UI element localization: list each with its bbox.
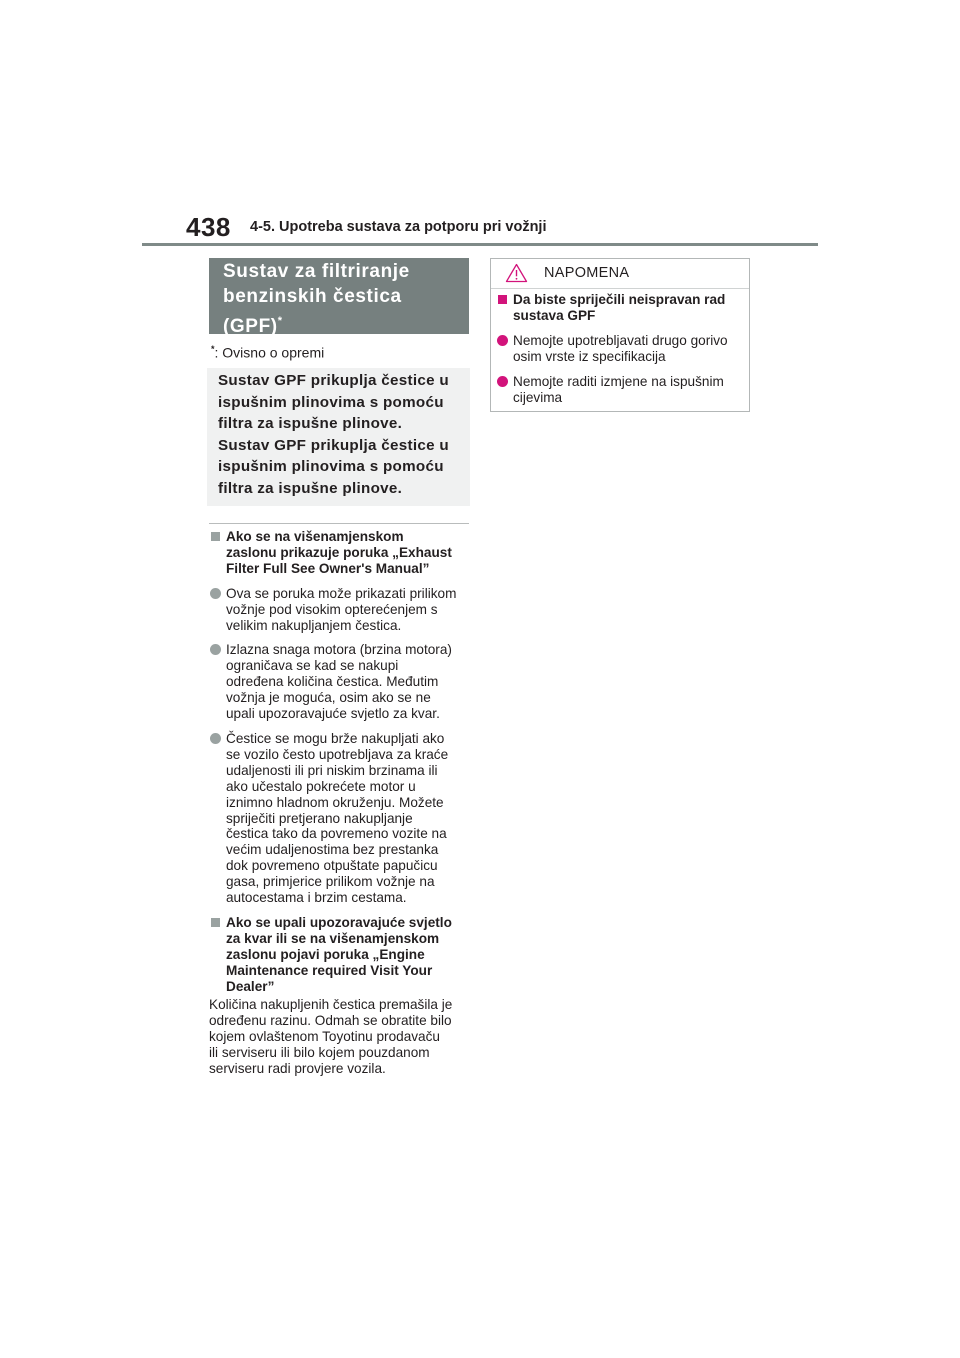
- bullet-line: Nemojte upotrebljavati drugo gorivo: [513, 332, 728, 348]
- notice-heading: [496, 292, 746, 324]
- intro-line: filtra za ispušne plinove.: [218, 415, 403, 433]
- heading-line: za kvar ili se na višenamjenskom: [226, 930, 440, 946]
- bullet-line: Čestice se mogu brže nakupljati ako: [226, 730, 445, 746]
- bullet-line: velikim nakupljanjem čestica.: [226, 617, 402, 633]
- heading-line: Ako se na višenamjenskom: [226, 529, 404, 544]
- heading-line: sustava GPF: [513, 307, 596, 323]
- topic1-heading: [209, 529, 471, 577]
- intro-line: filtra za ispušne plinove.: [218, 479, 403, 497]
- heading-line: Da biste spriječili neispravan rad: [513, 292, 726, 307]
- topic1-bullet-2: [209, 642, 471, 722]
- bullet-line: autocestama i brzim cestama.: [226, 890, 407, 906]
- circle-bullet-icon: [497, 335, 508, 346]
- bullet-line: Nemojte raditi izmjene na ispušnim: [513, 373, 724, 389]
- section-title-line-2: benzinskih čestica: [223, 285, 402, 307]
- heading-line: Maintenance required Visit Your: [226, 962, 433, 978]
- notice-box: [490, 258, 750, 412]
- intro-line: Sustav GPF prikuplja čestice u: [218, 436, 449, 454]
- bullet-line: iznimno hladnom okruženju. Možete: [226, 794, 444, 810]
- topic1-bullet-3: [209, 731, 471, 906]
- topic2-heading: [209, 915, 471, 995]
- page-number: 438: [186, 212, 231, 242]
- main-column: [209, 529, 471, 1077]
- intro-box: [207, 368, 470, 506]
- heading-line: zaslonu prikazuje poruka „Exhaust: [226, 544, 452, 560]
- footnote: [211, 344, 324, 361]
- intro-line: Sustav GPF prikuplja čestice u: [218, 372, 449, 389]
- bullet-line: Izlazna snaga motora (brzina motora): [226, 642, 452, 658]
- heading-line: zaslonu pojavi poruka „Engine: [226, 946, 425, 962]
- body-line: serviseru radi provjere vozila.: [209, 1061, 386, 1077]
- section-title-text: (GPF): [223, 316, 278, 337]
- bullet-line: ako učestalo pokrećete motor u: [226, 778, 416, 794]
- section-title-box: [209, 258, 469, 337]
- footnote-text: : Ovisno o opremi: [214, 344, 325, 361]
- square-bullet-icon: [211, 918, 220, 927]
- bullet-line: spriječiti pretjerano nakupljanje: [226, 810, 413, 826]
- bullet-line: osim vrste iz specifikacija: [513, 348, 666, 364]
- topic2-body: [209, 997, 471, 1077]
- square-bullet-icon: [498, 295, 507, 304]
- intro-line: ispušnim plinovima s pomoću: [218, 458, 444, 476]
- bullet-line: upali upozoravajuće svjetlo za kvar.: [226, 706, 440, 722]
- section-title-line-3: [223, 309, 469, 340]
- body-line: određenu razinu. Odmah se obratite bilo: [209, 1013, 452, 1029]
- notice-title: NAPOMENA: [544, 265, 630, 281]
- notice-bullet-2: [496, 374, 746, 406]
- intro-line: ispušnim plinovima s pomoću: [218, 393, 444, 411]
- notice-body: [496, 292, 746, 405]
- heading-line: Filter Full See Owner's Manual”: [226, 560, 430, 576]
- header-divider: [142, 243, 818, 246]
- body-line: ili serviseru ili bilo kojem pouzdanom: [209, 1045, 430, 1061]
- bullet-line: ograničava se kad se nakupi: [226, 658, 399, 674]
- bullet-line: dok povremeno otpuštate papučicu: [226, 858, 438, 874]
- bullet-line: određena količina čestica. Međutim: [226, 674, 439, 690]
- bullet-line: čestica tako da povremeno vozite na: [226, 826, 447, 842]
- bullet-line: gasa, primjerice prilikom vožnje na: [226, 874, 435, 890]
- body-line: kojem ovlaštenom Toyotinu prodavaču: [209, 1029, 440, 1045]
- footnote-marker: *: [277, 315, 283, 327]
- bullet-line: cijevima: [513, 389, 563, 405]
- bullet-line: većim udaljenostima bez prestanka: [226, 842, 439, 858]
- circle-bullet-icon: [210, 588, 221, 599]
- circle-bullet-icon: [497, 376, 508, 387]
- notice-bullet-1: [496, 333, 746, 365]
- circle-bullet-icon: [210, 733, 221, 744]
- bullet-line: se vozilo često upotrebljava za kraće: [226, 746, 449, 762]
- bullet-line: vožnja je moguća, osim ako se ne: [226, 690, 431, 706]
- bullet-line: vožnje pod visokim opterećenjem s: [226, 601, 438, 617]
- heading-line: Ako se upali upozoravajuće svjetlo: [226, 914, 452, 930]
- section-title-line-1: Sustav za filtriranje: [223, 261, 410, 282]
- notice-header: [491, 259, 749, 289]
- warning-triangle-icon: [505, 263, 528, 283]
- footnote-mark: *: [211, 344, 215, 354]
- heading-line: Dealer”: [226, 978, 275, 994]
- section-divider: [209, 523, 469, 524]
- topic1-bullet-1: [209, 586, 471, 634]
- bullet-line: udaljenosti ili pri niskim brzinama ili: [226, 762, 438, 778]
- square-bullet-icon: [211, 532, 220, 541]
- circle-bullet-icon: [210, 644, 221, 655]
- chapter-title: 4-5. Upotreba sustava za potporu pri vožnji: [250, 219, 547, 235]
- body-line: Količina nakupljenih čestica premašila je: [209, 997, 453, 1013]
- bullet-line: Ova se poruka može prikazati prilikom: [226, 585, 457, 601]
